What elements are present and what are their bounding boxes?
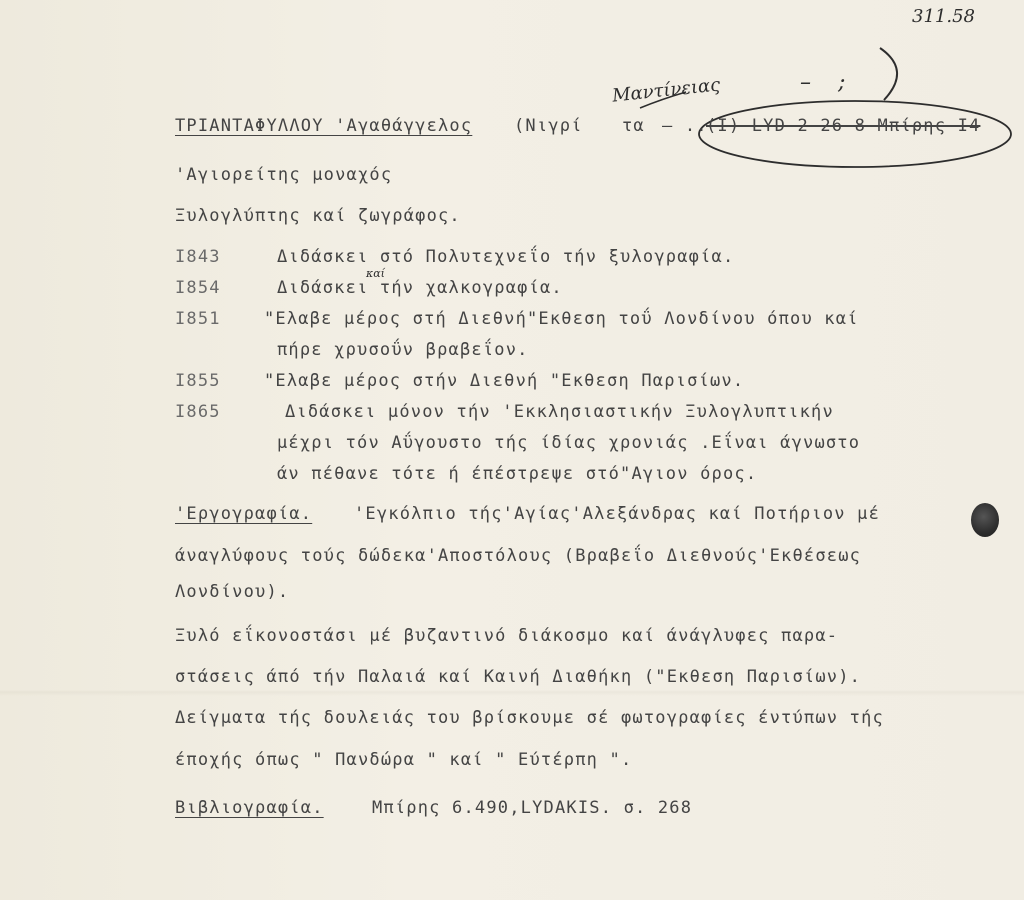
entry-text-cont: άν πέθανε τότε ή έπέστρεψε στό"Αγιον όρος. [277, 464, 758, 484]
works-label: 'Εργογραφία. [175, 504, 313, 524]
header-dashes: – .. [662, 116, 708, 136]
entry-text: Διδάσκει στό Πολυτεχνεΐο τήν ξυλογραφία. [277, 247, 735, 267]
handwritten-annotation: Μαντίνειας [611, 74, 722, 107]
reference-number: 311.58 [912, 6, 975, 27]
entry-text-cont: πήρε χρυσοΰν βραβεΐον. [277, 340, 529, 360]
entry-text: "Ελαβε μέρος στήν Διεθνή "Εκθεση Παρισίων. [264, 371, 745, 391]
works-line: στάσεις άπό τήν Παλαιά καί Καινή Διαθήκη ("Εκθεση Παρισίων). [175, 667, 862, 687]
header-paren-rest: τα [622, 116, 645, 136]
works-line: Ξυλό εΐκονοστάσι μέ βυζαντινό διάκοσμο καί άνάγλυφες παρα- [175, 626, 839, 646]
header-paren: (Νιγρί [514, 116, 583, 136]
entry-text-cont: μέχρι τόν Αΰγουστο τής ίδίας χρονιάς .Εΐναι άγνωστο [277, 433, 861, 453]
works-line: άναγλύφους τούς δώδεκα'Αποστόλους (Βραβεΐο Διεθνούς'Εκθέσεως [175, 546, 862, 566]
works-line: Λονδίνου). [175, 582, 290, 602]
entry-year: I855 [175, 371, 221, 391]
monk-line: 'Αγιορείτης μοναχός [175, 165, 393, 185]
entry-year: I854 [175, 278, 221, 298]
profession-line: Ξυλογλύπτης καί ζωγράφος. [175, 206, 461, 226]
struck-reference: (I) LYD 2 26 8 Μπίρης I4 [706, 116, 981, 136]
works-line: έποχής όπως " Πανδώρα " καί " Εύτέρπη ". [175, 750, 633, 770]
bibliography-label: Βιβλιογραφία. [175, 798, 324, 818]
handwritten-marks: – ; [800, 70, 856, 95]
punch-hole [971, 503, 999, 537]
subject-name: ΤΡΙΑΝΤΑΦΥΛΛΟΥ 'Αγαθάγγελος [175, 116, 473, 136]
works-line: 'Εγκόλπιο τής'Αγίας'Αλεξάνδρας καί Ποτήριον μέ [354, 504, 881, 524]
entry-year: I851 [175, 309, 221, 329]
handwritten-insert: καί [366, 267, 385, 280]
bibliography-text: Μπίρης 6.490,LYDAKIS. σ. 268 [372, 798, 693, 818]
works-line: Δείγματα τής δουλειάς του βρίσκουμε σέ φωτογραφίες έντύπων τής [175, 708, 884, 728]
entry-text: Διδάσκει τήν χαλκογραφία. [277, 278, 563, 298]
entry-year: I865 [175, 402, 221, 422]
entry-year: I843 [175, 247, 221, 267]
entry-text: Διδάσκει μόνον τήν 'Εκκλησιαστικήν Ξυλογλυπτικήν [285, 402, 834, 422]
entry-text: "Ελαβε μέρος στή Διεθνή"Εκθεση τοΰ Λονδίνου όπου καί [264, 309, 859, 329]
